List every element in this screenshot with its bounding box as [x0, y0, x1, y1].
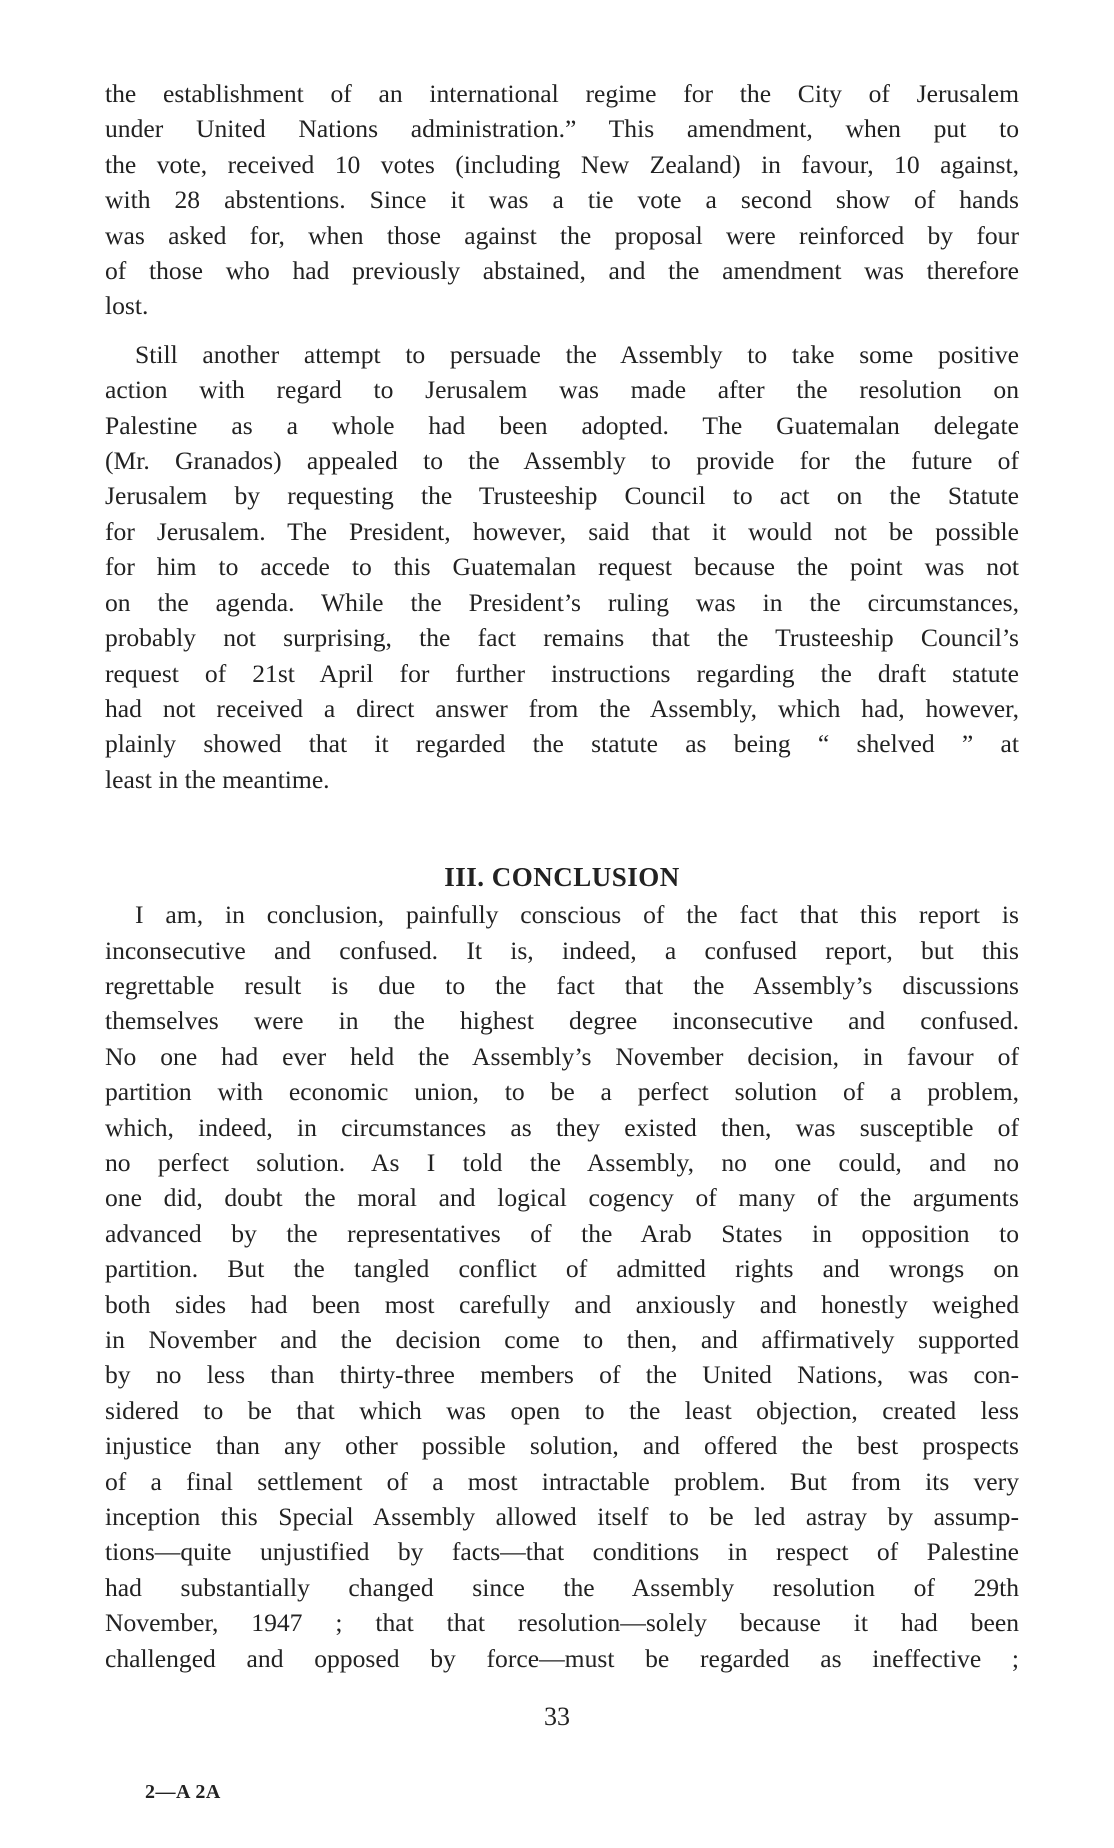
text-line: was asked for, when those against the proposal were reinforced by four — [105, 220, 1019, 250]
text-line: by no less than thirty-three members of the United Nations, was con- — [105, 1360, 1019, 1390]
text-line: inception this Special Assembly allowed itself to be led astray by assump- — [105, 1502, 1019, 1532]
text-line: inconsecutive and confused. It is, indeed, a confused report, but this — [105, 935, 1019, 965]
text-line: partition. But the tangled conflict of admitted rights and wrongs on — [105, 1254, 1019, 1284]
text-line: under United Nations administration.” This amendment, when put to — [105, 114, 1019, 144]
document-page — [105, 76, 1019, 1676]
text-line: action with regard to Jerusalem was made after the resolution on — [105, 375, 1019, 405]
text-line: on the agenda. While the President’s ruling was in the circumstances, — [105, 587, 1019, 617]
text-line: in November and the decision come to then, and affirmatively supported — [105, 1325, 1019, 1354]
text-line: regrettable result is due to the fact that the Assembly’s discussions — [105, 970, 1019, 1000]
text-line: of those who had previously abstained, and the amendment was therefore — [105, 256, 1019, 286]
text-line: (Mr. Granados) appealed to the Assembly to provide for the future of — [105, 446, 1019, 476]
text-line: one did, doubt the moral and logical cogency of many of the arguments — [105, 1183, 1019, 1213]
text-line: of a final settlement of a most intractable problem. But from its very — [105, 1466, 1019, 1496]
text-line: with 28 abstentions. Since it was a tie vote a second show of hands — [105, 185, 1019, 215]
text-line: injustice than any other possible solution, and offered the best prospects — [105, 1431, 1019, 1461]
text-line: tions—quite unjustified by facts—that conditions in respect of Palestine — [105, 1537, 1019, 1567]
text-line: request of 21st April for further instructions regarding the draft statute — [105, 658, 1019, 688]
text-line: both sides had been most carefully and anxiously and honestly weighed — [105, 1289, 1019, 1319]
text-line: advanced by the representatives of the Arab States in opposition to — [105, 1218, 1019, 1248]
text-line: lost. — [105, 291, 149, 321]
paragraph-conclusion — [105, 897, 1019, 1676]
text-line: themselves were in the highest degree inconsecutive and confused. — [105, 1006, 1019, 1036]
printer-signature-mark: 2—A 2A — [145, 1781, 221, 1803]
text-line: the establishment of an international regime for the City of Jerusalem — [105, 79, 1019, 108]
page-number: 33 — [544, 1702, 570, 1731]
paragraph-jerusalem-attempt — [105, 337, 1019, 797]
text-line: no perfect solution. As I told the Assembly, no one could, and no — [105, 1147, 1019, 1177]
text-line: had substantially changed since the Assembly resolution of 29th — [105, 1572, 1019, 1602]
paragraph-amendment-vote — [105, 76, 1019, 324]
text-line: I am, in conclusion, painfully conscious of the fact that this report is — [135, 900, 1019, 930]
text-line: sidered to be that which was open to the least objection, created less — [105, 1395, 1019, 1425]
section-heading: III. CONCLUSION — [444, 862, 680, 893]
text-line: Palestine as a whole had been adopted. The Guatemalan delegate — [105, 410, 1019, 440]
text-line: probably not surprising, the fact remains that the Trusteeship Council’s — [105, 623, 1019, 653]
text-line: Still another attempt to persuade the Assembly to take some positive — [135, 339, 1019, 369]
text-line: for him to accede to this Guatemalan request because the point was not — [105, 552, 1019, 582]
text-line: plainly showed that it regarded the statute as being “ shelved ” at — [105, 729, 1019, 759]
text-line: challenged and opposed by force—must be regarded as ineffective ; — [105, 1643, 1019, 1673]
text-line: partition with economic union, to be a perfect solution of a problem, — [105, 1077, 1019, 1107]
text-line: which, indeed, in circumstances as they existed then, was susceptible of — [105, 1112, 1019, 1142]
text-line: Jerusalem by requesting the Trusteeship Council to act on the Statute — [105, 481, 1019, 511]
text-line: for Jerusalem. The President, however, said that it would not be possible — [105, 516, 1019, 546]
text-line: had not received a direct answer from the Assembly, which had, however, — [105, 693, 1019, 723]
text-line: the vote, received 10 votes (including New Zealand) in favour, 10 against, — [105, 149, 1019, 179]
text-line: least in the meantime. — [105, 764, 330, 794]
text-line: No one had ever held the Assembly’s November decision, in favour of — [105, 1041, 1019, 1071]
text-line: November, 1947 ; that that resolution—solely because it had been — [105, 1608, 1019, 1638]
